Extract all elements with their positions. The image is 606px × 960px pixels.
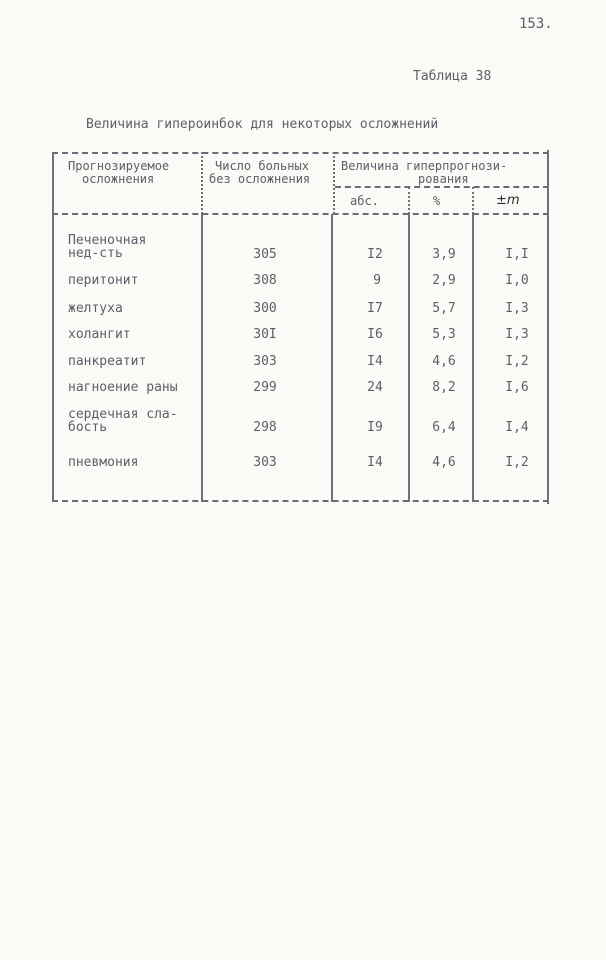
- row-name-line1: панкреатит: [68, 354, 147, 369]
- table-label: Таблица 38: [413, 69, 492, 84]
- row-name-line1: нагноение раны: [68, 380, 178, 395]
- row-patients: 305: [253, 247, 277, 262]
- header-col3-line1: Величина гиперпрогнози-: [341, 159, 508, 173]
- row-m: I,2: [505, 455, 529, 470]
- row-m: I,I: [505, 247, 529, 262]
- row-name-line1: Печеночная: [68, 233, 147, 248]
- table-top-border: [52, 152, 549, 154]
- row-m: I,0: [505, 273, 529, 288]
- row-name-line1: перитонит: [68, 273, 139, 288]
- subheader-border: [335, 186, 549, 188]
- row-m: I,6: [505, 380, 529, 395]
- row-abs: I4: [367, 455, 383, 470]
- row-abs: 24: [367, 380, 383, 395]
- row-pct: 4,6: [432, 354, 456, 369]
- page-number: 153.: [519, 16, 553, 32]
- table-bottom-border: [52, 500, 549, 502]
- row-m: I,4: [505, 420, 529, 435]
- header-divider-3: [408, 187, 410, 214]
- header-sub-abs: абс.: [350, 194, 379, 208]
- header-col1-line1: Прогнозируемое: [68, 159, 170, 173]
- header-sub-m: ±m: [496, 193, 520, 208]
- row-name-line1: желтуха: [68, 301, 123, 316]
- header-col3-line2: рования: [418, 172, 469, 186]
- header-col2-line2: без осложнения: [209, 172, 311, 186]
- row-abs: I9: [367, 420, 383, 435]
- row-patients: 30I: [253, 327, 277, 342]
- row-patients: 308: [253, 273, 277, 288]
- table-left-border: [52, 152, 54, 502]
- row-pct: 8,2: [432, 380, 456, 395]
- row-pct: 3,9: [432, 247, 456, 262]
- row-name-line1: холангит: [68, 327, 131, 342]
- row-abs: 9: [373, 273, 381, 288]
- row-abs: I2: [367, 247, 383, 262]
- header-col1-line2: осложнения: [82, 172, 155, 186]
- col-divider-2: [331, 214, 333, 502]
- row-pct: 4,6: [432, 455, 456, 470]
- row-name-line1: сердечная сла-: [68, 407, 178, 422]
- header-col2-line1: Число больных: [215, 159, 309, 173]
- row-m: I,3: [505, 301, 529, 316]
- row-abs: I7: [367, 301, 383, 316]
- table-right-border: [547, 150, 549, 504]
- row-name-line2: бость: [68, 420, 108, 435]
- row-pct: 2,9: [432, 273, 456, 288]
- row-patients: 298: [253, 420, 277, 435]
- header-divider-2: [333, 152, 335, 214]
- row-pct: 6,4: [432, 420, 456, 435]
- header-bottom-border: [52, 213, 549, 215]
- row-patients: 303: [253, 455, 277, 470]
- row-patients: 299: [253, 380, 277, 395]
- row-pct: 5,3: [432, 327, 456, 342]
- row-abs: I4: [367, 354, 383, 369]
- row-name-line1: пневмония: [68, 455, 139, 470]
- row-patients: 303: [253, 354, 277, 369]
- row-m: I,2: [505, 354, 529, 369]
- row-m: I,3: [505, 327, 529, 342]
- header-sub-pct: %: [433, 194, 441, 208]
- header-divider-4: [472, 187, 474, 214]
- col-divider-3: [408, 214, 410, 502]
- table-caption: Величина гипероинбок для некоторых осложнений: [86, 117, 439, 132]
- row-patients: 300: [253, 301, 277, 316]
- header-divider-1: [201, 152, 203, 214]
- row-pct: 5,7: [432, 301, 456, 316]
- col-divider-1: [201, 214, 203, 502]
- row-abs: I6: [367, 327, 383, 342]
- row-name-line2: нед-сть: [68, 246, 123, 261]
